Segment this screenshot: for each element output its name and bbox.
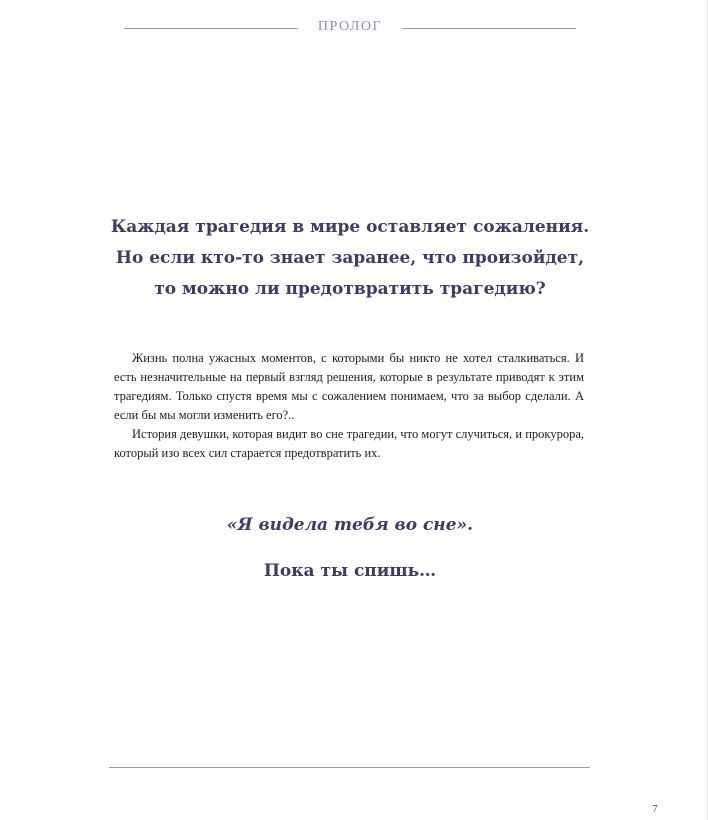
lead-line: то можно ли предотвратить трагедию? — [154, 279, 546, 299]
tagline: Пока ты спишь… — [263, 561, 437, 581]
synopsis-paragraph: История девушки, которая видит во сне трагедии, что могут случиться, и прокурора, который изо всех сил старается предотвратить их. — [114, 427, 584, 460]
lead-line: Но если кто-то знает заранее, что произойдет, — [115, 248, 585, 268]
lead-line: Каждая трагедия в мире оставляет сожаления. — [110, 217, 590, 237]
header-rule-left — [124, 28, 298, 29]
quote: «Я видела тебя во сне». — [226, 515, 474, 535]
running-header — [124, 18, 576, 38]
lead-question — [40, 212, 660, 305]
footer-rule — [109, 767, 590, 768]
section-label: ПРОЛОГ — [317, 19, 383, 34]
synopsis-text — [114, 349, 584, 463]
header-rule-right — [402, 28, 576, 29]
synopsis-paragraph: Жизнь полна ужасных моментов, с которыми бы никто не хотел сталкиваться. И есть незначительные на первый взгляд решения, которые в результате приводят к этим трагедиям. Только спустя время мы с сожалением понимаем, что за выбор сделали. А если бы мы могли изменить его?.. — [114, 351, 584, 422]
page-number: 7 — [652, 804, 658, 815]
